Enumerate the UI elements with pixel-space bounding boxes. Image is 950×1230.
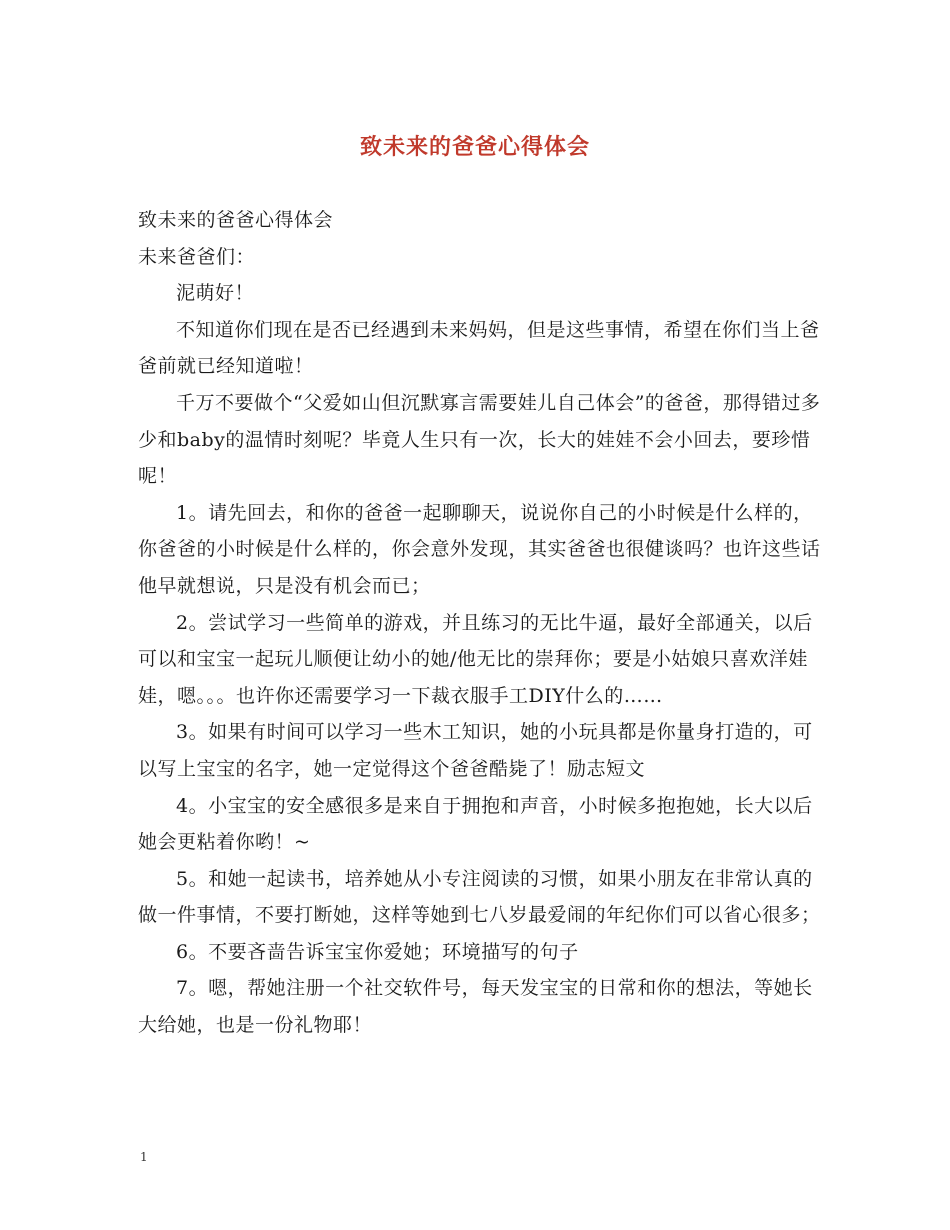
document-title: 致未来的爸爸心得体会 bbox=[359, 134, 590, 160]
list-item-2: 2。尝试学习一些简单的游戏，并且练习的无比牛逼，最好全部通关，以后可以和宝宝一起玩儿顺便让幼小的她/他无比的崇拜你；要是小姑娘只喜欢洋娃娃，嗯。。。也许你还需要学习一下裁衣服手工DIY什么的…… bbox=[138, 611, 813, 707]
salutation: 未来爸爸们： bbox=[138, 245, 256, 268]
advice-paragraph: 千万不要做个“父爱如山但沉默寡言需要娃儿自己体会”的爸爸，那得错过多少和baby的温情时刻呢？毕竟人生只有一次，长大的娃娃不会小回去，要珍惜呢！ bbox=[138, 391, 821, 488]
list-item-7: 7。嗯，帮她注册一个社交软件号，每天发宝宝的日常和你的想法，等她长大给她，也是一份礼物耶！ bbox=[138, 977, 813, 1037]
greeting-paragraph: 泥萌好！ bbox=[176, 282, 255, 305]
list-item-3: 3。如果有时间可以学习一些木工知识，她的小玩具都是你量身打造的，可以写上宝宝的名字，她一定觉得这个爸爸酷毙了！励志短文 bbox=[138, 721, 813, 780]
list-item-5: 5。和她一起读书，培养她从小专注阅读的习惯，如果小朋友在非常认真的做一件事情，不要打断她，这样等她到七八岁最爱闹的年纪你们可以省心很多； bbox=[138, 867, 821, 927]
list-item-6: 6。不要吝啬告诉宝宝你爱她；环境描写的句子 bbox=[176, 940, 579, 963]
document-body bbox=[138, 202, 828, 1044]
page-number: 1 bbox=[140, 1150, 148, 1164]
list-item-1: 1。请先回去，和你的爸爸一起聊聊天，说说你自己的小时候是什么样的，你爸爸的小时候是什么样的，你会意外发现，其实爸爸也很健谈吗？也许这些话他早就想说，只是没有机会而已； bbox=[138, 501, 821, 597]
list-item-4: 4。小宝宝的安全感很多是来自于拥抱和声音，小时候多抱抱她，长大以后她会更粘着你哟！~ bbox=[138, 794, 813, 854]
intro-paragraph: 不知道你们现在是否已经遇到未来妈妈，但是这些事情，希望在你们当上爸爸前就已经知道啦！ bbox=[138, 318, 820, 378]
body-heading: 致未来的爸爸心得体会 bbox=[138, 209, 334, 231]
